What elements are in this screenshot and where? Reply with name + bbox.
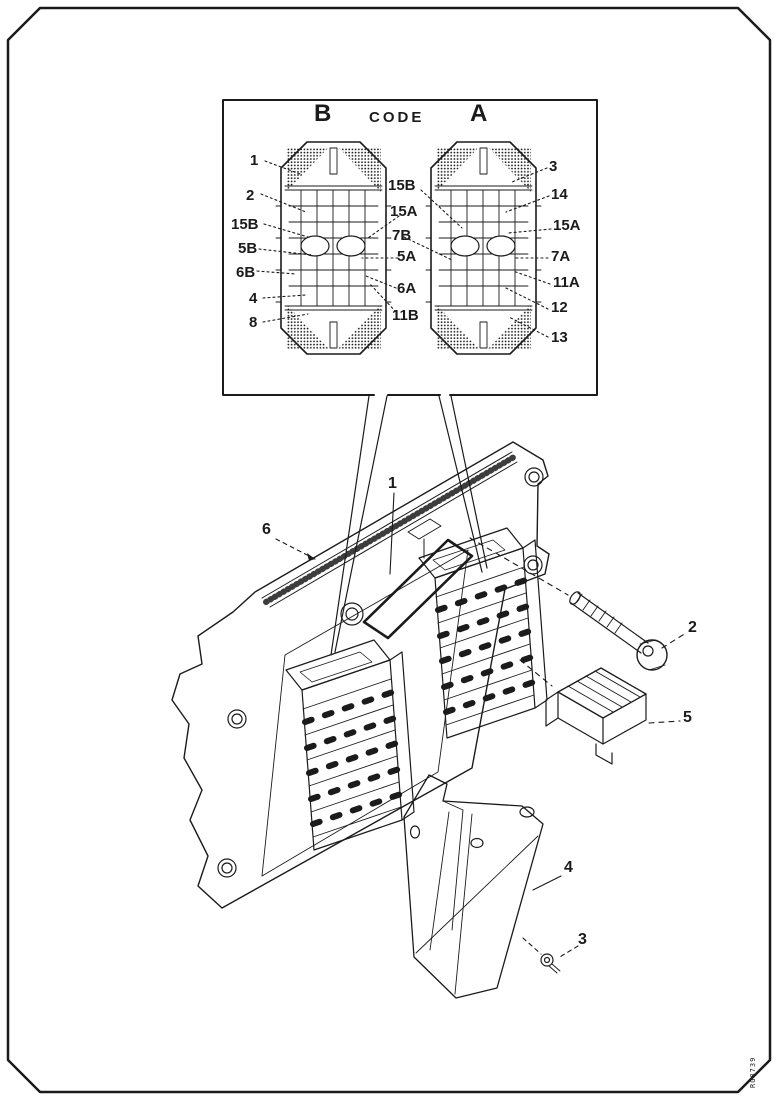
- callout-part-3: 3: [578, 931, 587, 948]
- connector-b-drawing: [276, 142, 391, 354]
- inset-callout-center-3: 7B: [392, 227, 412, 244]
- connector-a-drawing: [426, 142, 541, 354]
- connector-housing-drawing: [546, 668, 646, 764]
- inset-callout-center-6: 11B: [392, 307, 419, 324]
- connector-b-title: B: [314, 100, 333, 127]
- inset-callout-left-4: 5B: [238, 240, 258, 257]
- callout-part-4: 4: [564, 859, 573, 876]
- inset-callout-left-2: 2: [246, 187, 255, 204]
- inset-callout-center-1: 15B: [388, 177, 416, 194]
- inset-callout-right-2: 14: [551, 186, 568, 203]
- inset-callout-right-6: 12: [551, 299, 568, 316]
- inset-callout-right-4: 7A: [551, 248, 571, 265]
- inset-callout-center-4: 5A: [397, 248, 417, 265]
- inset-callout-center-2: 15A: [390, 203, 418, 220]
- inset-callout-right-3: 15A: [553, 217, 581, 234]
- bolt-drawing: [568, 590, 667, 670]
- connector-stack-left-drawing: [286, 640, 414, 850]
- cover-drawing: [404, 775, 543, 998]
- connector-a-title: A: [470, 100, 489, 127]
- inset-callout-right-1: 3: [549, 158, 558, 175]
- ecu-plate-drawing: [172, 442, 549, 908]
- screw-drawing: [541, 954, 560, 973]
- inset-callout-right-5: 11A: [553, 274, 580, 291]
- callout-part-6: 6: [262, 521, 271, 538]
- inset-callout-left-5: 6B: [236, 264, 256, 281]
- inset-callout-left-6: 4: [249, 290, 258, 307]
- callout-part-5: 5: [683, 709, 692, 726]
- page-frame: [8, 8, 770, 1092]
- inset-callout-center-5: 6A: [397, 280, 417, 297]
- drawing-code: RG8739: [749, 1056, 757, 1088]
- inset-callout-left-1: 1: [250, 152, 259, 169]
- inset-callout-left-3: 15B: [231, 216, 259, 233]
- code-label: CODE: [369, 109, 425, 126]
- inset-callout-right-7: 13: [551, 329, 568, 346]
- callout-part-2: 2: [688, 619, 697, 636]
- callout-part-1: 1: [388, 475, 397, 492]
- inset-callout-left-7: 8: [249, 314, 258, 331]
